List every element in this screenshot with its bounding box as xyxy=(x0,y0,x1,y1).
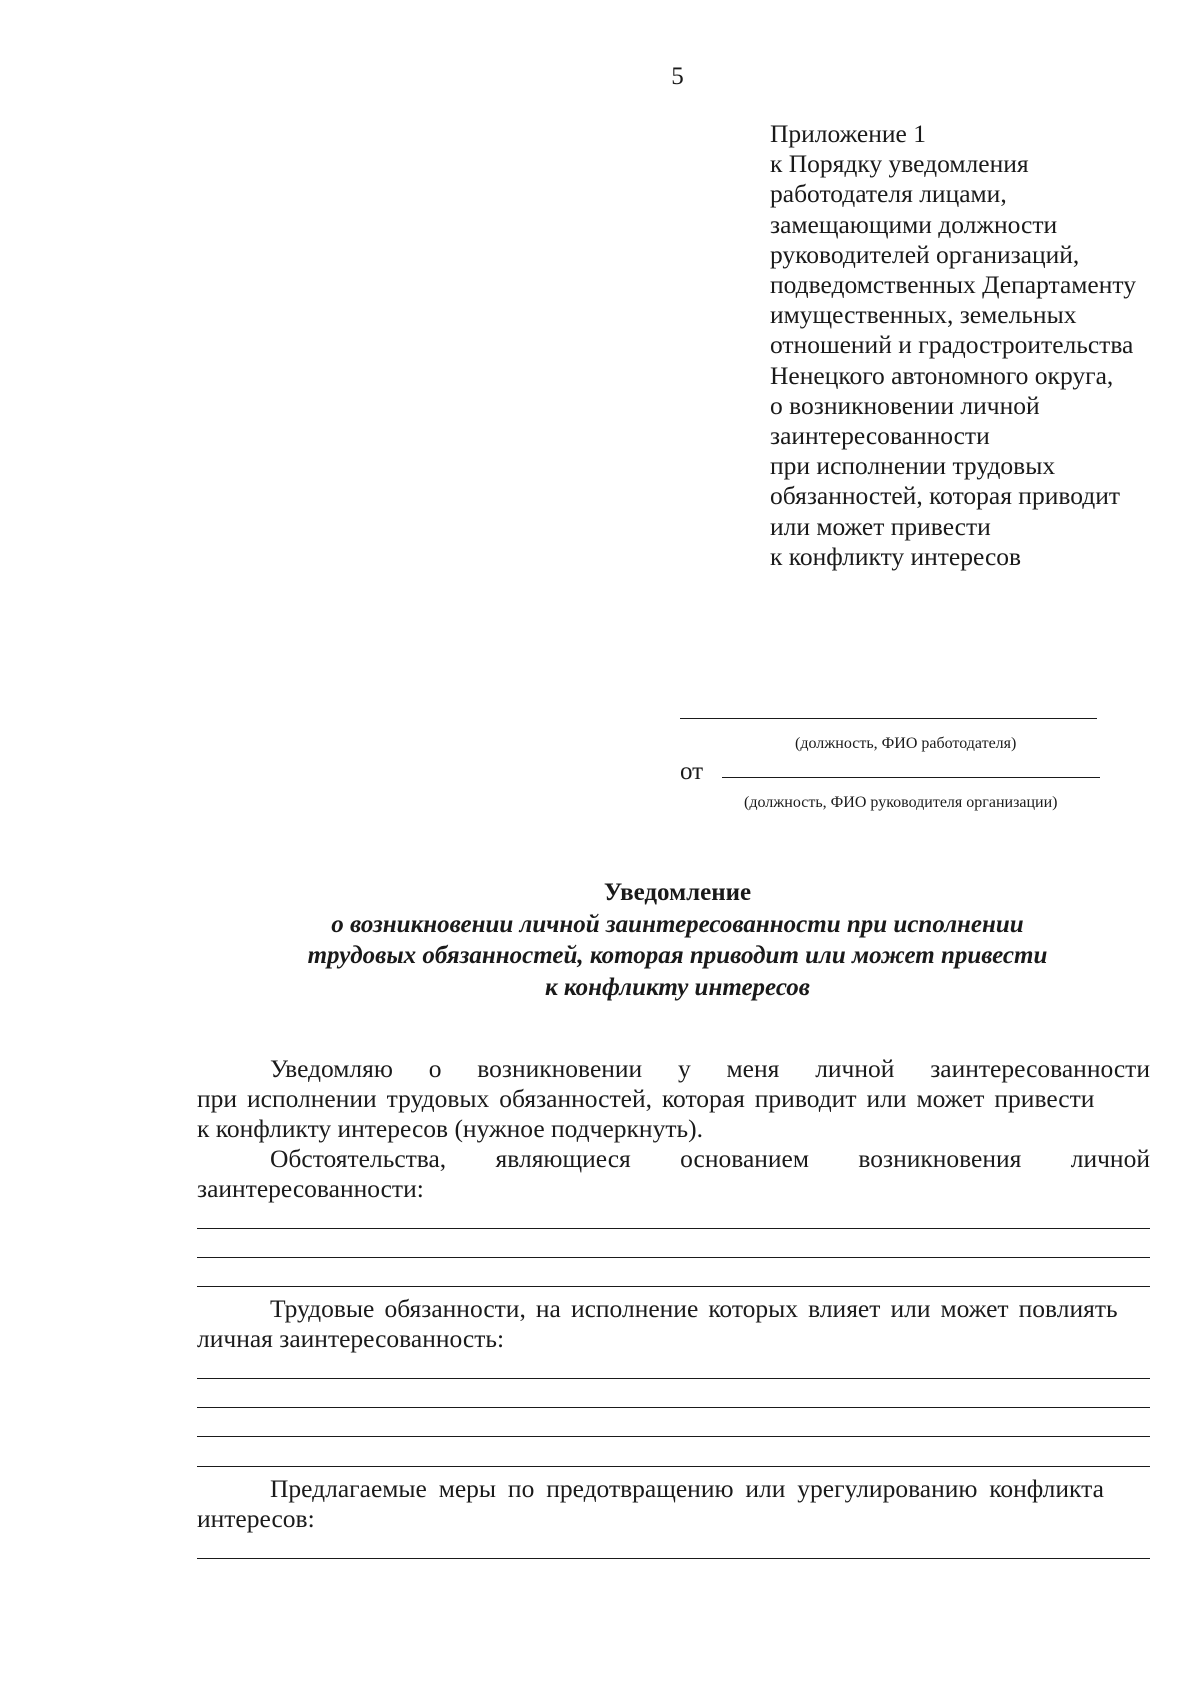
word: Уведомляю xyxy=(270,1054,393,1083)
appendix-line: подведомственных Департаменту xyxy=(770,270,1136,300)
duties-fill-line xyxy=(197,1378,1150,1379)
title-heading: Уведомление xyxy=(603,879,752,906)
circumstances-fill-line xyxy=(197,1286,1150,1287)
measures-paragraph xyxy=(197,1474,1150,1534)
word: являющиеся xyxy=(495,1144,631,1173)
appendix-line: имущественных, земельных xyxy=(770,300,1077,330)
appendix-line: заинтересованности xyxy=(770,421,990,451)
duties-fill-line xyxy=(197,1466,1150,1467)
circumstances-paragraph xyxy=(197,1144,1150,1204)
measures-line-1: Предлагаемые меры по предотвращению или урегулированию конфликта xyxy=(270,1474,1104,1503)
notice-line-3: к конфликту интересов (нужное подчеркнуть). xyxy=(197,1114,703,1144)
duties-line-2: личная заинтересованность: xyxy=(197,1324,505,1354)
circumstances-fill-line xyxy=(197,1228,1150,1229)
document-title xyxy=(0,877,1200,1003)
appendix-block xyxy=(770,119,1190,572)
word: меня xyxy=(726,1054,780,1083)
head-field-line xyxy=(722,777,1100,778)
word: личной xyxy=(815,1054,895,1083)
appendix-line: о возникновении личной xyxy=(770,390,1040,420)
duties-fill-line xyxy=(197,1436,1150,1437)
duties-line-1: Трудовые обязанности, на исполнение которых влияет или может повлиять xyxy=(270,1294,1118,1323)
title-subtitle-line: к конфликту интересов xyxy=(545,973,810,1001)
appendix-line: или может привести xyxy=(770,511,991,541)
word: возникновении xyxy=(477,1054,643,1083)
duties-paragraph xyxy=(197,1294,1150,1354)
appendix-line: замещающими должности xyxy=(770,209,1058,239)
circumstances-line-2: заинтересованности: xyxy=(197,1174,424,1204)
circumstances-fill-line xyxy=(197,1257,1150,1258)
word: о xyxy=(428,1054,442,1083)
word: основанием xyxy=(680,1144,810,1173)
appendix-line: работодателя лицами, xyxy=(770,179,1007,209)
circumstances-line-1 xyxy=(197,1144,1150,1174)
word: у xyxy=(678,1054,691,1083)
appendix-line: отношений и градостроительства xyxy=(770,330,1134,360)
head-field-caption: (должность, ФИО руководителя организации) xyxy=(744,794,1058,811)
word: заинтересованности xyxy=(930,1054,1150,1083)
appendix-line: к конфликту интересов xyxy=(770,541,1022,571)
title-subtitle-line: трудовых обязанностей, которая приводит или может привести xyxy=(307,942,1048,969)
notice-line-1 xyxy=(197,1054,1150,1084)
word: личной xyxy=(1070,1144,1150,1173)
page-number: 5 xyxy=(671,63,684,90)
measures-fill-line xyxy=(197,1558,1150,1559)
employer-field-line xyxy=(680,718,1097,719)
appendix-line: к Порядку уведомления xyxy=(770,149,1029,179)
employer-field-caption: (должность, ФИО работодателя) xyxy=(795,735,1017,752)
title-subtitle-line: о возникновении личной заинтересованности при исполнении xyxy=(331,910,1024,938)
word: Обстоятельства, xyxy=(270,1144,447,1173)
appendix-line: обязанностей, которая приводит xyxy=(770,481,1120,511)
notice-line-2: при исполнении трудовых обязанностей, которая приводит или может привести xyxy=(197,1084,1095,1114)
word: возникновения xyxy=(858,1144,1022,1173)
appendix-line: Ненецкого автономного округа, xyxy=(770,360,1114,390)
notice-paragraph xyxy=(197,1054,1150,1145)
from-label: от xyxy=(680,758,704,785)
duties-fill-line xyxy=(197,1407,1150,1408)
appendix-line: при исполнении трудовых xyxy=(770,451,1056,481)
appendix-line: руководителей организаций, xyxy=(770,239,1080,269)
appendix-line: Приложение 1 xyxy=(770,119,926,148)
measures-line-2: интересов: xyxy=(197,1504,315,1534)
